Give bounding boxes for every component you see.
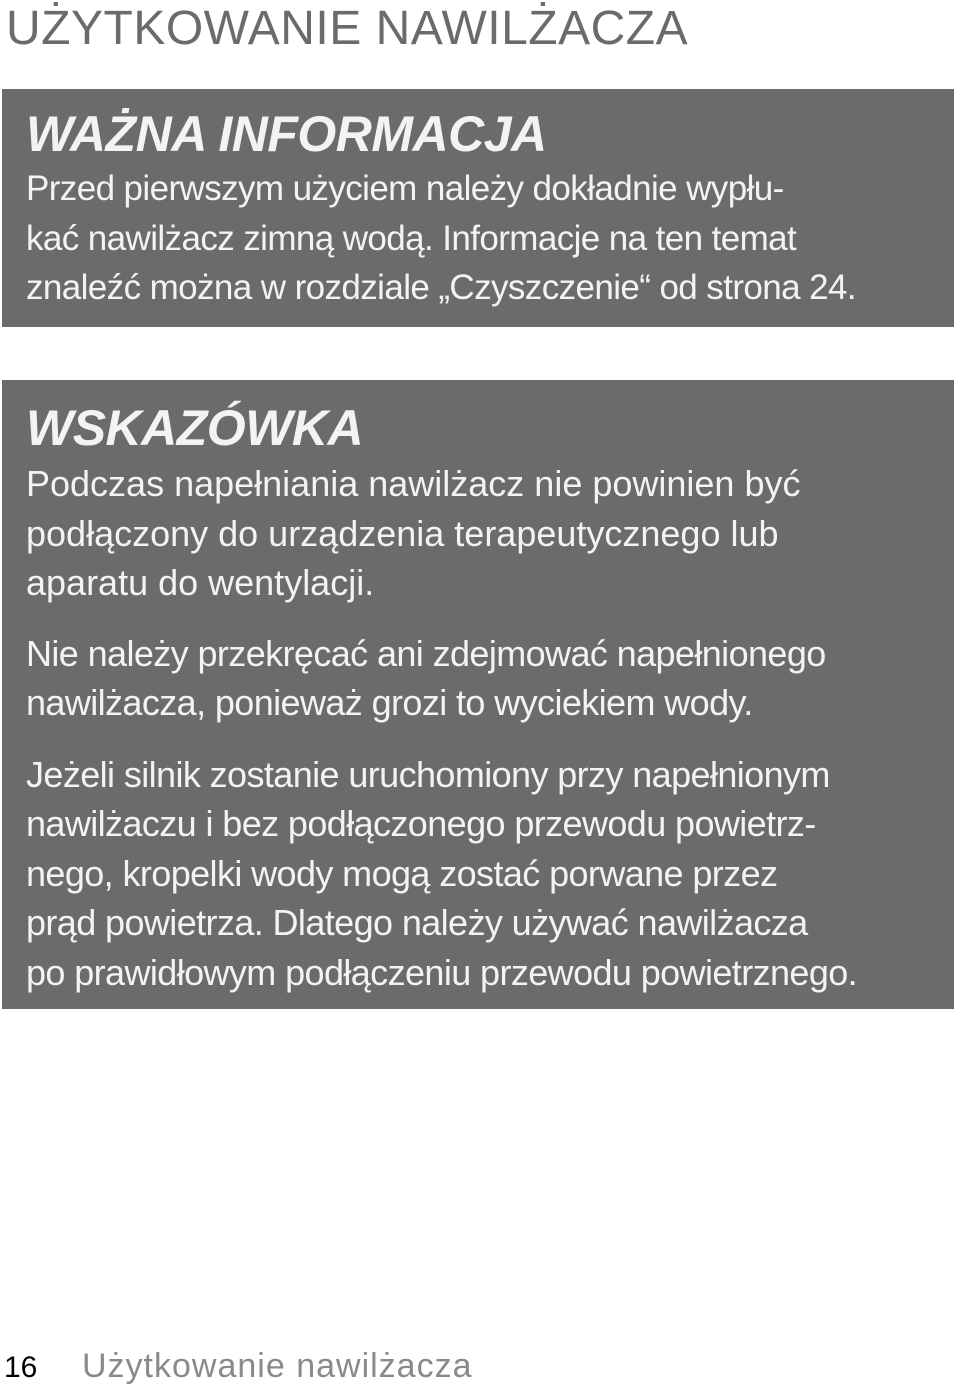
hint-line: Jeżeli silnik zostanie uruchomiony przy napełnionym xyxy=(26,753,830,795)
important-info-box xyxy=(2,89,954,327)
hint-box xyxy=(2,380,954,1009)
hint-line: Podczas napełniania nawilżacz nie powinien być xyxy=(26,463,801,504)
hint-heading: WSKAZÓWKA xyxy=(26,400,364,456)
hint-line: po prawidłowym podłączeniu przewodu powietrznego. xyxy=(26,951,858,993)
footer-section-title: Użytkowanie nawilżacza xyxy=(82,1347,473,1385)
page-number: 16 xyxy=(4,1351,38,1384)
important-line: Przed pierwszym użyciem należy dokładnie wypłu- xyxy=(26,169,784,208)
page-title: UŻYTKOWANIE NAWILŻACZA xyxy=(6,2,689,55)
hint-paragraph-1 xyxy=(26,459,934,608)
important-text xyxy=(26,164,934,313)
important-line: znaleźć można w rozdziale „Czyszczenie“ od strona 24. xyxy=(26,268,856,307)
hint-line: Nie należy przekręcać ani zdejmować napełnionego xyxy=(26,632,826,674)
hint-line: nego, kropelki wody mogą zostać porwane przez xyxy=(26,852,778,894)
important-heading: WAŻNA INFORMACJA xyxy=(26,106,547,162)
hint-line: nawilżacza, ponieważ grozi to wyciekiem wody. xyxy=(26,682,753,723)
hint-line: aparatu do wentylacji. xyxy=(26,562,375,603)
hint-line: podłączony do urządzenia terapeutycznego lub xyxy=(26,512,779,554)
hint-paragraph-2 xyxy=(26,629,934,728)
important-line: kać nawilżacz zimną wodą. Informacje na ten temat xyxy=(26,218,797,258)
page-footer xyxy=(4,1346,473,1386)
hint-line: nawilżaczu i bez podłączonego przewodu powietrz- xyxy=(26,803,816,844)
hint-line: prąd powietrza. Dlatego należy używać nawilżacza xyxy=(26,902,808,943)
hint-paragraph-3 xyxy=(26,750,934,998)
